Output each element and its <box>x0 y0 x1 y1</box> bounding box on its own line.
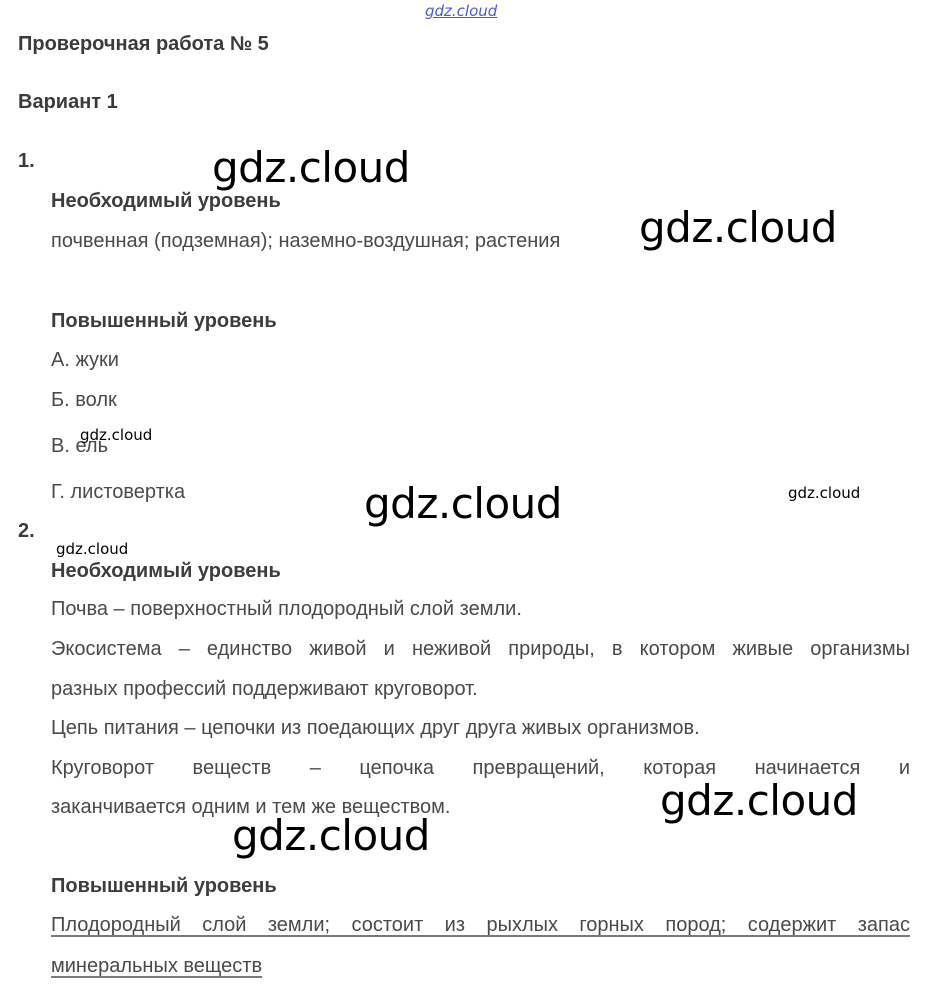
task-2-line-4: Цепь питания – цепочки из поедающих друг друга живых организмов. <box>51 717 700 739</box>
watermark: gdz.cloud <box>212 143 410 192</box>
task-2-line-3: разных профессий поддерживают круговорот. <box>51 678 478 700</box>
task-1-item-a: А. жуки <box>51 349 119 371</box>
watermark-top: gdz.cloud <box>425 2 498 20</box>
task-2-advanced-line-1: Плодородный слой земли; состоит из рыхлых горных пород; содержит запас <box>51 914 910 936</box>
watermark: gdz.cloud <box>639 203 837 252</box>
task-1-advanced-label: Повышенный уровень <box>51 310 277 332</box>
task-1-required-label: Необходимый уровень <box>51 190 281 212</box>
task-2-line-1: Почва – поверхностный плодородный слой земли. <box>51 598 522 620</box>
task-1-item-b: Б. волк <box>51 389 117 411</box>
task-1-number: 1. <box>18 150 35 172</box>
task-2-advanced-label: Повышенный уровень <box>51 875 277 897</box>
task-2-required-label: Необходимый уровень <box>51 560 281 582</box>
page-title: Проверочная работа № 5 <box>18 33 269 55</box>
watermark: gdz.cloud <box>232 811 430 860</box>
task-1-item-v: В. ель <box>51 435 109 457</box>
watermark: gdz.cloud <box>364 479 562 528</box>
task-1-required-answer: почвенная (подземная); наземно-воздушная; растения <box>51 230 561 252</box>
watermark: gdz.cloud <box>80 426 153 444</box>
watermark: gdz.cloud <box>56 540 129 558</box>
variant-heading: Вариант 1 <box>18 91 118 113</box>
task-1-item-g: Г. листовертка <box>51 481 186 503</box>
task-2-line-2: Экосистема – единство живой и неживой природы, в котором живые организмы <box>51 638 910 660</box>
task-2-advanced-line-2: минеральных веществ <box>51 955 263 977</box>
watermark: gdz.cloud <box>660 776 858 825</box>
task-2-line-5: Круговорот веществ – цепочка превращений, которая начинается и <box>51 757 910 779</box>
task-2-line-6: заканчивается одним и тем же веществом. <box>51 796 451 818</box>
watermark: gdz.cloud <box>788 484 861 502</box>
task-2-number: 2. <box>18 520 35 542</box>
